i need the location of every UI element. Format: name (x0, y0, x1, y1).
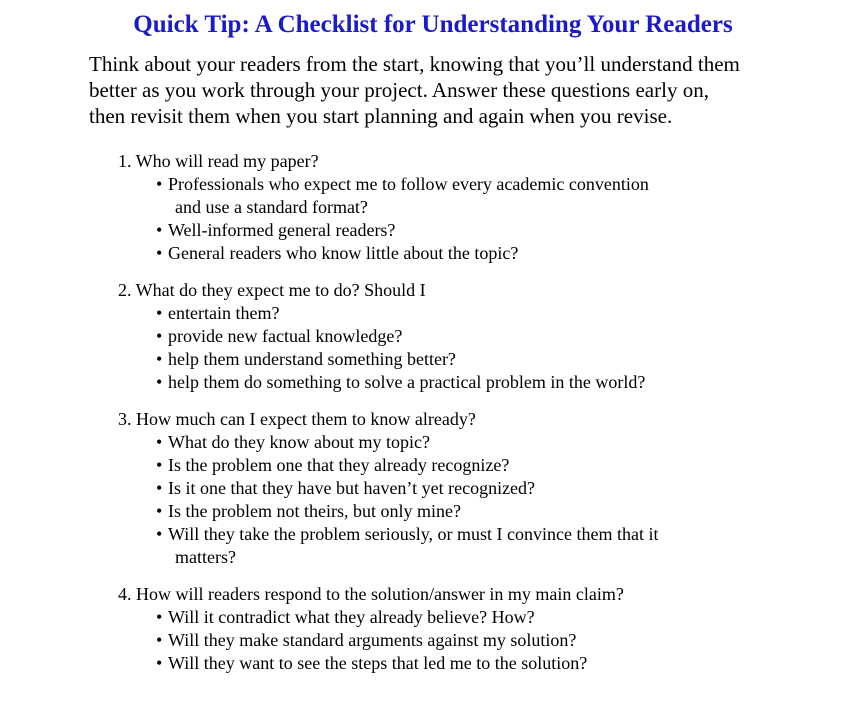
bullet-item (156, 173, 866, 219)
bullet-list (118, 606, 866, 675)
bullet-item (156, 325, 866, 348)
bullet-text: Is it one that they have but haven’t yet recognized? (168, 478, 536, 498)
bullet-item (156, 606, 866, 629)
bullet-item (156, 302, 866, 325)
intro-paragraph (89, 51, 789, 129)
bullet-text: help them do something to solve a practical problem in the world? (168, 372, 646, 392)
question-item (118, 408, 866, 569)
bullet-text: provide new factual knowledge? (168, 326, 403, 346)
bullet-item (156, 348, 866, 371)
bullet-icon: • (156, 478, 163, 498)
bullet-icon: • (156, 524, 163, 544)
bullet-icon: • (156, 372, 163, 392)
bullet-item (156, 477, 866, 500)
question-item (118, 150, 866, 265)
bullet-item (156, 371, 866, 394)
bullet-icon: • (156, 501, 163, 521)
bullet-text: help them understand something better? (168, 349, 456, 369)
intro-line: better as you work through your project. Answer these questions early on, (89, 78, 709, 102)
question-item (118, 279, 866, 394)
bullet-item (156, 454, 866, 477)
bullet-icon: • (156, 243, 163, 263)
bullet-icon: • (156, 455, 163, 475)
bullet-list (118, 302, 866, 394)
bullet-text: Will they want to see the steps that led me to the solution? (168, 653, 588, 673)
bullet-text: Is the problem not theirs, but only mine? (168, 501, 461, 521)
bullet-list (118, 173, 866, 265)
bullet-icon: • (156, 630, 163, 650)
bullet-text-continued: and use a standard format? (175, 197, 368, 217)
bullet-text: entertain them? (168, 303, 280, 323)
bullet-item (156, 242, 866, 265)
question-text: 4. How will readers respond to the solution/answer in my main claim? (118, 584, 624, 604)
bullet-item (156, 652, 866, 675)
bullet-icon: • (156, 349, 163, 369)
bullet-text: Well-informed general readers? (168, 220, 396, 240)
page-title: Quick Tip: A Checklist for Understanding Your Readers (133, 11, 733, 38)
question-text: 1. Who will read my paper? (118, 151, 319, 171)
question-text: 2. What do they expect me to do? Should I (118, 280, 426, 300)
bullet-icon: • (156, 174, 163, 194)
bullet-icon: • (156, 653, 163, 673)
bullet-text: Professionals who expect me to follow every academic convention (168, 174, 649, 194)
intro-line: then revisit them when you start planning and again when you revise. (89, 104, 673, 128)
bullet-icon: • (156, 303, 163, 323)
bullet-icon: • (156, 326, 163, 346)
bullet-item (156, 500, 866, 523)
bullet-icon: • (156, 432, 163, 452)
bullet-item (156, 629, 866, 652)
bullet-icon: • (156, 607, 163, 627)
question-item (118, 583, 866, 675)
bullet-text: Will they make standard arguments against my solution? (168, 630, 577, 650)
bullet-list (118, 431, 866, 569)
bullet-text: General readers who know little about the topic? (168, 243, 519, 263)
bullet-text: Is the problem one that they already recognize? (168, 455, 510, 475)
bullet-text: What do they know about my topic? (168, 432, 430, 452)
bullet-item (156, 219, 866, 242)
bullet-icon: • (156, 220, 163, 240)
question-text: 3. How much can I expect them to know already? (118, 409, 476, 429)
intro-line: Think about your readers from the start, knowing that you’ll understand them (89, 52, 740, 76)
bullet-item (156, 523, 866, 569)
bullet-text-continued: matters? (175, 547, 236, 567)
bullet-item (156, 431, 866, 454)
bullet-text: Will it contradict what they already believe? How? (168, 607, 535, 627)
bullet-text: Will they take the problem seriously, or must I convince them that it (168, 524, 659, 544)
question-list (0, 150, 866, 675)
